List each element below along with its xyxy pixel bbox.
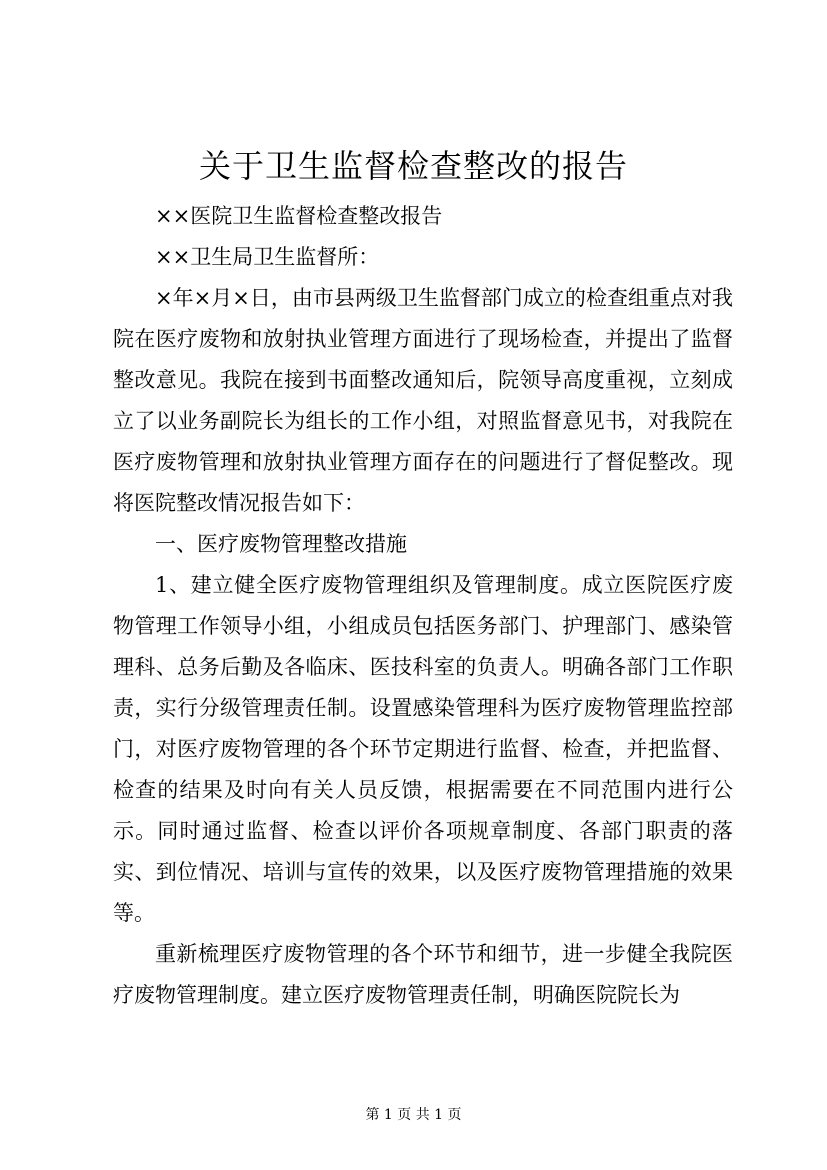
section-heading: 一、医疗废物管理整改措施 [155, 532, 407, 556]
addressee-paragraph: ××卫生局卫生监督所： [155, 245, 380, 269]
report-subtitle-paragraph: ××医院卫生监督检查整改报告 [155, 204, 443, 228]
introduction-paragraph: ×年×月×日，由市县两级卫生监督部门成立的检查组重点对我院在医疗废物和放射执业管理方面进行了现场检查，并提出了监督整改意见。我院在接到书面整改通知后，院领导高度重视，立刻成立了以业务副院长为组长的工作小组，对照监督意见书，对我院在医疗废物管理和放射执业管理方面存在的问题进行了督促整改。现将医院整改情况报告如下： [113, 286, 733, 515]
continuation-paragraph: 重新梳理医疗废物管理的各个环节和细节，进一步健全我院医疗废物管理制度。建立医疗废物管理责任制，明确医院院长为 [113, 942, 733, 1007]
measure-paragraph: 1、建立健全医疗废物管理组织及管理制度。成立医院医疗废物管理工作领导小组，小组成员包括医务部门、护理部门、感染管理科、总务后勤及各临床、医技科室的负责人。明确各部门工作职责，实行分级管理责任制。设置感染管理科为医疗废物管理监控部门，对医疗废物管理的各个环节定期进行监督、检查，并把监督、检查的结果及时向有关人员反馈，根据需要在不同范围内进行公示。同时通过监督、检查以评价各项规章制度、各部门职责的落实、到位情况、培训与宣传的效果，以及医疗废物管理措施的效果等。 [113, 573, 733, 925]
document-title: 关于卫生监督检查整改的报告 [198, 147, 628, 185]
document-body [113, 196, 733, 1016]
page-number-footer: 第 1 页 共 1 页 [365, 1107, 462, 1123]
